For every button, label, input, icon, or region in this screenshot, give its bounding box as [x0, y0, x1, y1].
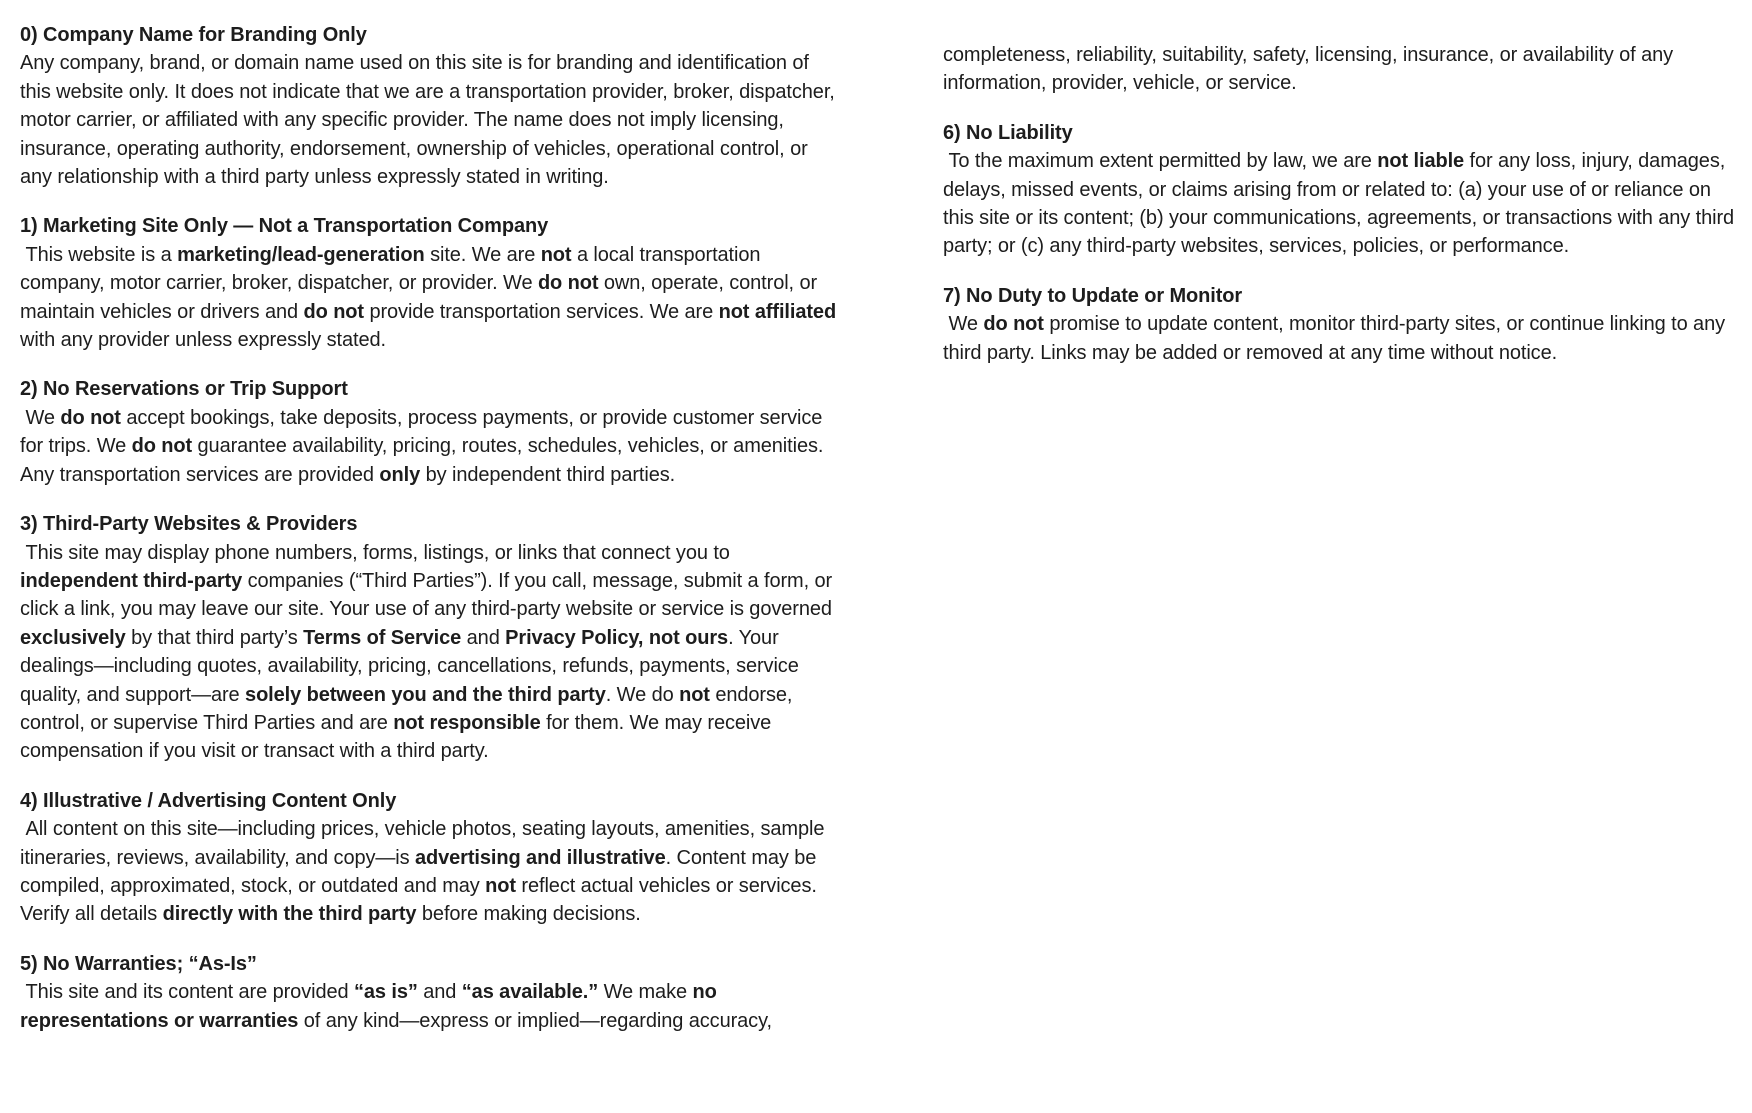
section-body-3: This site may display phone numbers, forms, listings, or links that connect you to independent third-party companies (“Third Parties”). If you call, message, submit a form, or click a link, you may leave our site. Your use of any third-party website or service is governed exclusively by that third party’s Terms of Service and Privacy Policy, not ours. Your dealings—including quotes, availability, pricing, cancellations, refunds, payments, service quality, and support—are solely between you and the third party. We do not endorse, control, or supervise Third Parties and are not responsible for them. We may receive compensation if you visit or transact with a third party. — [20, 541, 838, 763]
section-marketing-site-only — [20, 212, 840, 354]
section-body-7: We do not promise to update content, monitor third-party sites, or continue linking to any third party. Links may be added or removed at any time without notice. — [943, 313, 1731, 364]
section-heading-4: 4) Illustrative / Advertising Content Only — [20, 789, 397, 812]
section-body-2: We do not accept bookings, take deposits, process payments, or provide customer service for trips. We do not guarantee availability, pricing, routes, schedules, vehicles, or amenities. Any transportation services are provided only by independent third parties. — [20, 406, 828, 486]
section-heading-3: 3) Third-Party Websites & Providers — [20, 513, 358, 536]
section-no-duty-to-update — [943, 282, 1743, 367]
section-heading-2: 2) No Reservations or Trip Support — [20, 378, 348, 401]
section-no-reservations — [20, 375, 840, 489]
column-left — [20, 21, 840, 1035]
section-body-5: This site and its content are provided “as is” and “as available.” We make no representations or warranties of any kind—express or implied—regarding accuracy, — [20, 981, 772, 1032]
section-heading-7: 7) No Duty to Update or Monitor — [943, 284, 1243, 307]
section-no-liability — [943, 119, 1743, 261]
section-body-5-continued: completeness, reliability, suitability, safety, licensing, insurance, or availability of any information, provider, vehicle, or service. — [943, 44, 1679, 95]
section-body-4: All content on this site—including prices, vehicle photos, seating layouts, amenities, sample itineraries, reviews, availability, and copy—is advertising and illustrative. Content may be compiled, approximated, stock, or outdated and may not reflect actual vehicles or services. Verify all details directly with the third party before making decisions. — [20, 818, 830, 926]
column-right — [943, 41, 1743, 367]
section-illustrative-content — [20, 787, 840, 929]
section-heading-5: 5) No Warranties; “As-Is” — [20, 952, 257, 975]
section-third-party-websites — [20, 510, 840, 766]
section-no-warranties — [20, 950, 840, 1035]
section-heading-6: 6) No Liability — [943, 121, 1073, 144]
section-body-1: This website is a marketing/lead-generation site. We are not a local transportation company, motor carrier, broker, dispatcher, or provider. We do not own, operate, control, or maintain vehicles or drivers and do not provide transportation services. We are not affiliated with any provider unless expressly stated. — [20, 243, 842, 352]
section-body-6: To the maximum extent permitted by law, we are not liable for any loss, injury, damages, delays, missed events, or claims arising from or related to: (a) your use of or reliance on this site or its content; (b) your communications, agreements, or transactions with any third party; or (c) any third-party websites, services, policies, or performance. — [943, 150, 1740, 258]
section-body-0: Any company, brand, or domain name used on this site is for branding and identification of this website only. It does not indicate that we are a transportation provider, broker, dispatcher, motor carrier, or affiliated with any specific provider. The name does not imply licensing, insurance, operating authority, endorsement, ownership of vehicles, operational control, or any relationship with a third party unless expressly stated in writing. — [20, 52, 841, 189]
section-heading-1: 1) Marketing Site Only — Not a Transportation Company — [20, 215, 549, 238]
section-no-warranties-continuation — [943, 41, 1743, 98]
section-company-name-branding — [20, 21, 840, 191]
section-heading-0: 0) Company Name for Branding Only — [20, 24, 367, 46]
